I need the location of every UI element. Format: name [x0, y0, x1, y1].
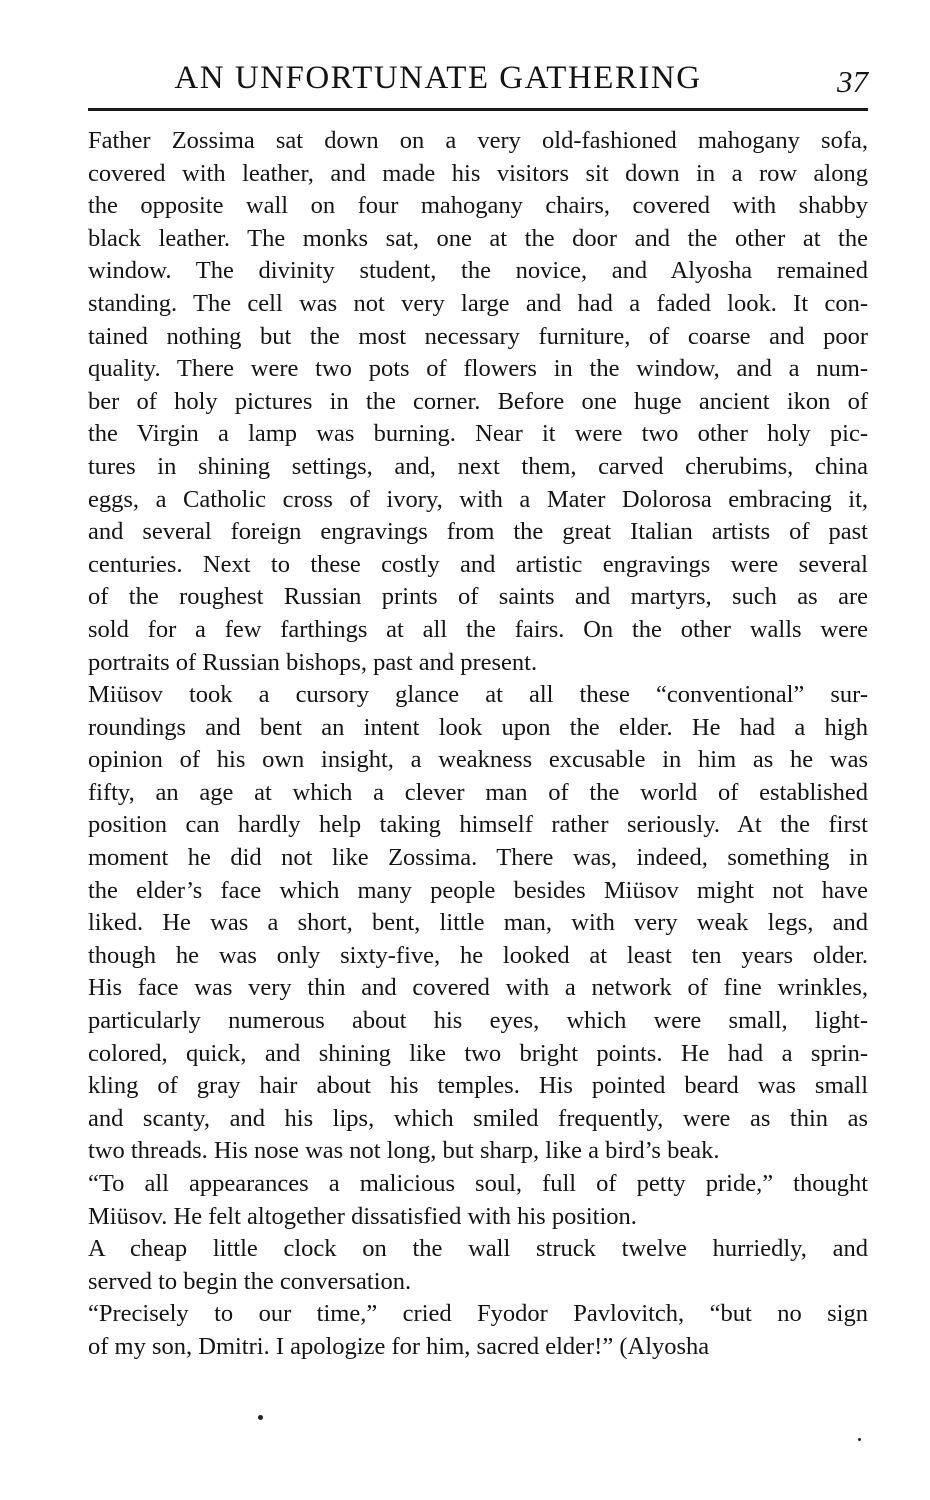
text-line: colored, quick, and shining like two bright points. He had a sprin-	[88, 1039, 868, 1067]
text-line: portraits of Russian bishops, past and present.	[88, 648, 538, 676]
book-page	[88, 0, 868, 1360]
text-line: standing. The cell was not very large and had a faded look. It con-	[88, 289, 868, 317]
running-head	[88, 0, 868, 100]
text-line: quality. There were two pots of flowers in the window, and a num-	[88, 355, 868, 383]
text-line: Miüsov. He felt altogether dissatisfied with his position.	[88, 1202, 637, 1230]
text-line: roundings and bent an intent look upon the elder. He had a high	[88, 713, 868, 741]
text-line: black leather. The monks sat, one at the door and the other at the	[88, 224, 868, 252]
text-line: of my son, Dmitri. I apologize for him, sacred elder!” (Alyosha	[88, 1332, 710, 1360]
text-line: tained nothing but the most necessary furniture, of coarse and poor	[88, 322, 868, 350]
text-line: tures in shining settings, and, next them, carved cherubims, china	[88, 452, 868, 480]
text-line: two threads. His nose was not long, but sharp, like a bird’s beak.	[88, 1137, 720, 1165]
paragraph	[88, 125, 868, 679]
text-line: centuries. Next to these costly and artistic engravings were several	[88, 550, 868, 578]
print-speck	[858, 1438, 861, 1441]
paragraph	[88, 1298, 868, 1363]
text-line: His face was very thin and covered with a network of fine wrinkles,	[88, 974, 868, 1002]
header-rule	[88, 108, 868, 111]
body-text	[88, 125, 868, 1364]
text-line: kling of gray hair about his temples. His pointed beard was small	[88, 1072, 868, 1100]
text-line: ber of holy pictures in the corner. Before one huge ancient ikon of	[88, 387, 868, 415]
text-line: the Virgin a lamp was burning. Near it were two other holy pic-	[88, 420, 868, 448]
text-line: served to begin the conversation.	[88, 1267, 412, 1295]
text-line: moment he did not like Zossima. There was, indeed, something in	[88, 844, 868, 872]
text-line: particularly numerous about his eyes, which were small, light-	[88, 1007, 868, 1035]
text-line: eggs, a Catholic cross of ivory, with a Mater Dolorosa embracing it,	[88, 485, 868, 513]
text-line: the elder’s face which many people besides Miüsov might not have	[88, 876, 868, 904]
chapter-title: AN UNFORTUNATE GATHERING	[174, 60, 702, 96]
text-line: “Precisely to our time,” cried Fyodor Pavlovitch, “but no sign	[88, 1300, 868, 1328]
print-speck	[258, 1415, 263, 1420]
text-line: the opposite wall on four mahogany chairs, covered with shabby	[88, 192, 868, 220]
text-line: Father Zossima sat down on a very old-fashioned mahogany sofa,	[88, 127, 868, 154]
paragraph	[88, 1233, 868, 1298]
text-line: though he was only sixty-five, he looked at least ten years older.	[88, 941, 868, 969]
text-line: A cheap little clock on the wall struck twelve hurriedly, and	[88, 1235, 868, 1263]
text-line: Miüsov took a cursory glance at all these “conventional” sur-	[88, 681, 868, 709]
text-line: of the roughest Russian prints of saints and martyrs, such as are	[88, 583, 868, 611]
text-line: “To all appearances a malicious soul, full of petty pride,” thought	[88, 1170, 868, 1197]
paragraph	[88, 1168, 868, 1233]
text-line: position can hardly help taking himself rather seriously. At the first	[88, 811, 868, 839]
text-line: and several foreign engravings from the great Italian artists of past	[88, 518, 868, 546]
text-line: opinion of his own insight, a weakness excusable in him as he was	[88, 746, 868, 774]
text-line: fifty, an age at which a clever man of the world of established	[88, 778, 868, 806]
text-line: sold for a few farthings at all the fairs. On the other walls were	[88, 615, 868, 643]
paragraph	[88, 679, 868, 1168]
page-number: 37	[837, 64, 868, 99]
text-line: and scanty, and his lips, which smiled frequently, were as thin as	[88, 1104, 868, 1132]
text-line: covered with leather, and made his visitors sit down in a row along	[88, 159, 868, 187]
text-line: liked. He was a short, bent, little man, with very weak legs, and	[88, 909, 868, 937]
text-line: window. The divinity student, the novice, and Alyosha remained	[88, 257, 868, 285]
